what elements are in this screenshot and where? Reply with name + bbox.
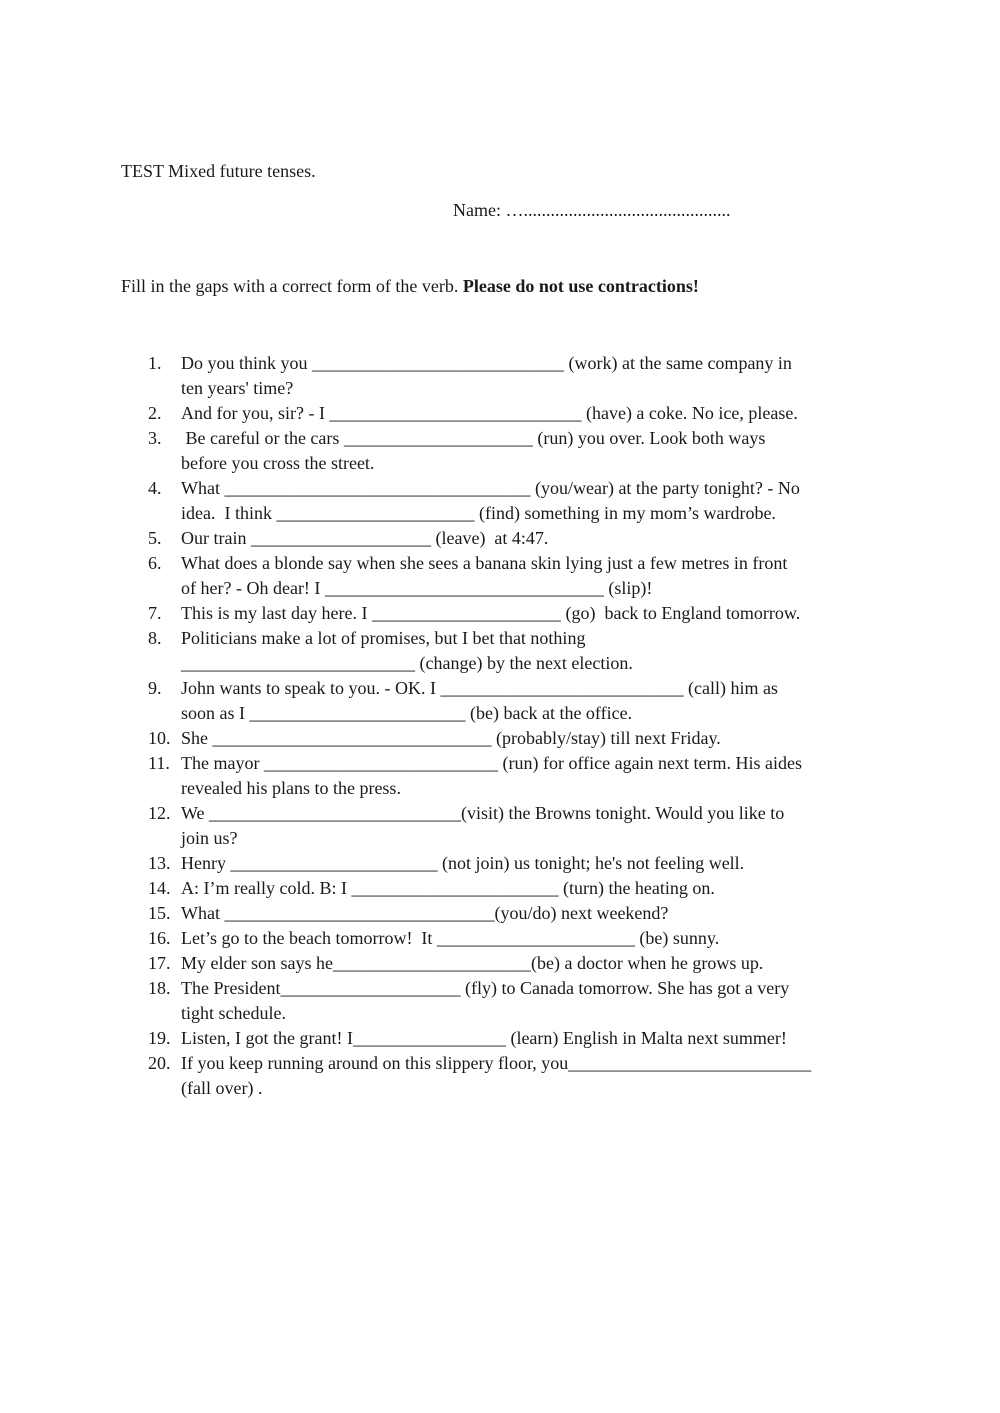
question-number: 16. [148, 928, 171, 948]
question-text: What does a blonde say when she sees a banana skin lying just a few metres in front of her? - Oh dear! I _______________________________ (slip)! [181, 553, 788, 598]
question-text: The President____________________ (fly) to Canada tomorrow. She has got a very tight schedule. [181, 978, 790, 1023]
question-text: She _______________________________ (probably/stay) till next Friday. [181, 728, 721, 748]
question-7 [148, 601, 888, 626]
question-5 [148, 526, 888, 551]
question-number: 8. [148, 628, 162, 648]
question-number: 17. [148, 953, 171, 973]
name-field-label: Name: ….............................................. [453, 200, 731, 220]
question-9 [148, 676, 888, 726]
question-text: A: I’m really cold. B: I _______________________ (turn) the heating on. [181, 878, 715, 898]
question-text: Our train ____________________ (leave) at 4:47. [181, 528, 549, 548]
question-text: Henry _______________________ (not join) us tonight; he's not feeling well. [181, 853, 745, 873]
question-number: 15. [148, 903, 171, 923]
question-14 [148, 876, 888, 901]
question-text: Listen, I got the grant! I_________________ (learn) English in Malta next summer! [181, 1028, 787, 1048]
question-3 [148, 426, 888, 476]
question-number: 12. [148, 803, 171, 823]
question-2 [148, 401, 888, 426]
question-10 [148, 726, 888, 751]
question-number: 20. [148, 1053, 171, 1073]
question-number: 18. [148, 978, 171, 998]
question-text: This is my last day here. I _____________________ (go) back to England tomorrow. [181, 603, 801, 623]
question-number: 11. [148, 753, 170, 773]
question-text: And for you, sir? - I ____________________________ (have) a coke. No ice, please. [181, 403, 798, 423]
question-number: 3. [148, 428, 162, 448]
question-text: What ______________________________(you/do) next weekend? [181, 903, 669, 923]
question-number: 14. [148, 878, 171, 898]
question-8 [148, 626, 888, 676]
question-number: 9. [148, 678, 162, 698]
question-text: Let’s go to the beach tomorrow! It ______________________ (be) sunny. [181, 928, 720, 948]
question-text: If you keep running around on this slippery floor, you___________________________ (fall over) . [181, 1053, 812, 1098]
question-number: 19. [148, 1028, 171, 1048]
question-text: We ____________________________(visit) the Browns tonight. Would you like to join us? [181, 803, 785, 848]
question-list [148, 351, 888, 1101]
instructions-emphasis: Please do not use contractions! [462, 276, 699, 296]
question-text: Politicians make a lot of promises, but I bet that nothing __________________________ (change) by the next election. [181, 628, 633, 673]
question-13 [148, 851, 888, 876]
question-19 [148, 1026, 888, 1051]
question-number: 5. [148, 528, 162, 548]
question-16 [148, 926, 888, 951]
question-number: 7. [148, 603, 162, 623]
question-15 [148, 901, 888, 926]
question-number: 4. [148, 478, 162, 498]
question-18 [148, 976, 888, 1026]
question-20 [148, 1051, 888, 1101]
question-17 [148, 951, 888, 976]
question-6 [148, 551, 888, 601]
question-text: My elder son says he______________________(be) a doctor when he grows up. [181, 953, 764, 973]
question-number: 13. [148, 853, 171, 873]
question-4 [148, 476, 888, 526]
page-title: TEST Mixed future tenses. [121, 161, 316, 181]
instructions-text: Fill in the gaps with a correct form of the verb. [121, 276, 463, 296]
question-text: Be careful or the cars _____________________ (run) you over. Look both ways before you cross the street. [181, 428, 766, 473]
question-text: John wants to speak to you. - OK. I ___________________________ (call) him as soon as I ________________________ (be) back at the office. [181, 678, 778, 723]
instructions [121, 275, 699, 297]
question-number: 2. [148, 403, 162, 423]
question-text: Do you think you ____________________________ (work) at the same company in ten years' time? [181, 353, 792, 398]
question-number: 10. [148, 728, 171, 748]
question-number: 1. [148, 353, 162, 373]
question-number: 6. [148, 553, 162, 573]
question-1 [148, 351, 888, 401]
question-12 [148, 801, 888, 851]
question-text: What __________________________________ (you/wear) at the party tonight? - No idea. I think ______________________ (find) something in my mom’s wardrobe. [181, 478, 800, 523]
question-text: The mayor __________________________ (run) for office again next term. His aides revealed his plans to the press. [181, 753, 803, 798]
question-11 [148, 751, 888, 801]
